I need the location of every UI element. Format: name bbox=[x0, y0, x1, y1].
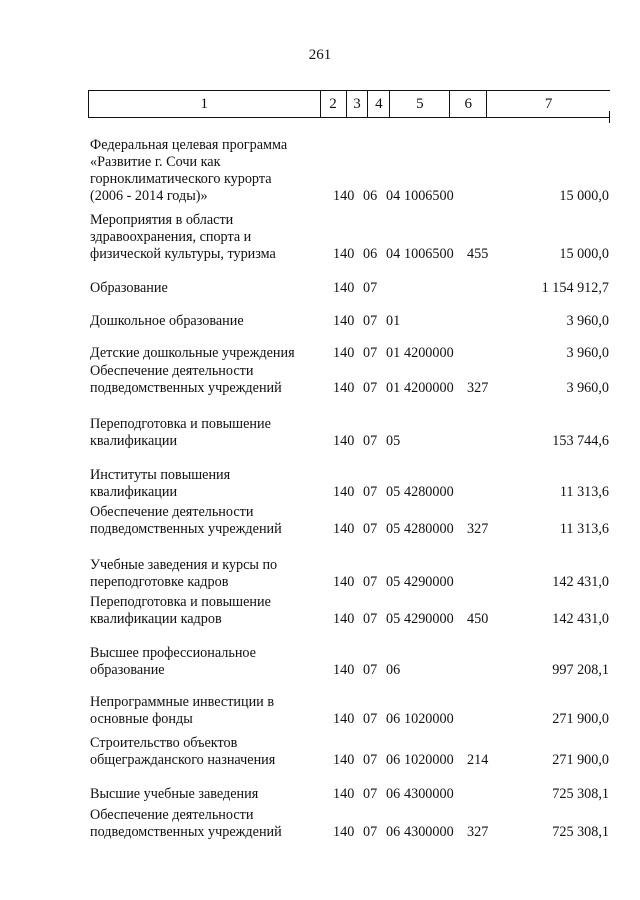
table-row bbox=[0, 807, 640, 841]
cell-c4: 05 bbox=[386, 484, 401, 500]
row-name bbox=[90, 694, 330, 728]
cell-c5: 4290000 bbox=[404, 574, 454, 590]
cell-c4: 06 bbox=[386, 786, 401, 802]
cell-c3: 07 bbox=[363, 786, 378, 802]
cell-c4: 05 bbox=[386, 433, 401, 449]
row-name bbox=[90, 280, 330, 297]
row-name-line: подведомственных учреждений bbox=[90, 380, 282, 396]
row-name-line: основные фонды bbox=[90, 711, 193, 727]
cell-c2: 140 bbox=[333, 188, 355, 204]
row-name-line: Переподготовка и повышение bbox=[90, 594, 271, 610]
row-name bbox=[90, 212, 330, 263]
cell-c2: 140 bbox=[333, 521, 355, 537]
cell-c3: 07 bbox=[363, 574, 378, 590]
cell-c7: 271 900,0 bbox=[552, 752, 609, 768]
header-col-6: 6 bbox=[450, 91, 487, 117]
row-name-line: образование bbox=[90, 662, 165, 678]
cell-c7: 15 000,0 bbox=[559, 188, 609, 204]
cell-c3: 07 bbox=[363, 313, 378, 329]
header-col-4: 4 bbox=[368, 91, 390, 117]
table-row bbox=[0, 557, 640, 591]
row-name bbox=[90, 137, 330, 205]
cell-c5: 1020000 bbox=[404, 752, 454, 768]
cell-c2: 140 bbox=[333, 824, 355, 840]
row-name-line: квалификации bbox=[90, 433, 178, 449]
cell-c5: 4290000 bbox=[404, 611, 454, 627]
cell-c4: 06 bbox=[386, 824, 401, 840]
row-name bbox=[90, 345, 330, 362]
cell-c2: 140 bbox=[333, 662, 355, 678]
row-name bbox=[90, 504, 330, 538]
cell-c7: 1 154 912,7 bbox=[541, 280, 609, 296]
cell-c6: 327 bbox=[467, 380, 489, 396]
cell-c6: 455 bbox=[467, 246, 489, 262]
cell-c7: 15 000,0 bbox=[559, 246, 609, 262]
cell-c3: 07 bbox=[363, 345, 378, 361]
header-col-5: 5 bbox=[390, 91, 450, 117]
table-row bbox=[0, 645, 640, 679]
cell-c2: 140 bbox=[333, 280, 355, 296]
cell-c3: 06 bbox=[363, 246, 378, 262]
row-name-line: Образование bbox=[90, 280, 168, 296]
cell-c6: 450 bbox=[467, 611, 489, 627]
row-name-line: горноклиматического курорта bbox=[90, 171, 272, 187]
row-name-line: общегражданского назначения bbox=[90, 752, 276, 768]
table-row bbox=[0, 467, 640, 501]
row-name bbox=[90, 313, 330, 330]
row-name-line: переподготовке кадров bbox=[90, 574, 229, 590]
table-row bbox=[0, 786, 640, 803]
row-name-line: Обеспечение деятельности bbox=[90, 363, 254, 379]
table-row bbox=[0, 137, 640, 205]
row-name bbox=[90, 467, 330, 501]
table-row bbox=[0, 594, 640, 628]
cell-c6: 327 bbox=[467, 521, 489, 537]
cell-c4: 01 bbox=[386, 345, 401, 361]
cell-c3: 07 bbox=[363, 433, 378, 449]
cell-c6: 214 bbox=[467, 752, 489, 768]
cell-c7: 3 960,0 bbox=[566, 380, 609, 396]
cell-c3: 06 bbox=[363, 188, 378, 204]
row-name bbox=[90, 363, 330, 397]
row-name-line: Непрограммные инвестиции в bbox=[90, 694, 275, 710]
row-name-line: Дошкольное образование bbox=[90, 313, 244, 329]
cell-c5: 1006500 bbox=[404, 188, 454, 204]
page-number: 261 bbox=[308, 47, 332, 63]
cell-c4: 01 bbox=[386, 380, 401, 396]
cell-c3: 07 bbox=[363, 662, 378, 678]
cell-c7: 142 431,0 bbox=[552, 611, 609, 627]
table-row bbox=[0, 416, 640, 450]
cell-c7: 11 313,6 bbox=[559, 521, 609, 537]
header-col-2: 2 bbox=[321, 91, 347, 117]
cell-c7: 997 208,1 bbox=[552, 662, 609, 678]
row-name-line: физической культуры, туризма bbox=[90, 246, 276, 262]
cell-c2: 140 bbox=[333, 786, 355, 802]
cell-c5: 4200000 bbox=[404, 380, 454, 396]
table-row bbox=[0, 694, 640, 728]
cell-c4: 04 bbox=[386, 246, 401, 262]
cell-c2: 140 bbox=[333, 574, 355, 590]
header-col-1: 1 bbox=[89, 91, 321, 117]
cell-c3: 07 bbox=[363, 752, 378, 768]
row-name bbox=[90, 786, 330, 803]
table-row bbox=[0, 735, 640, 769]
cell-c5: 4200000 bbox=[404, 345, 454, 361]
cell-c7: 11 313,6 bbox=[559, 484, 609, 500]
cell-c5: 4300000 bbox=[404, 786, 454, 802]
cell-c4: 01 bbox=[386, 313, 401, 329]
cell-c2: 140 bbox=[333, 611, 355, 627]
cell-c7: 725 308,1 bbox=[552, 824, 609, 840]
row-name bbox=[90, 735, 330, 769]
row-name-line: «Развитие г. Сочи как bbox=[90, 154, 221, 170]
cell-c7: 271 900,0 bbox=[552, 711, 609, 727]
row-name-line: Строительство объектов bbox=[90, 735, 238, 751]
cell-c7: 725 308,1 bbox=[552, 786, 609, 802]
cell-c3: 07 bbox=[363, 521, 378, 537]
cell-c3: 07 bbox=[363, 280, 378, 296]
cell-c3: 07 bbox=[363, 711, 378, 727]
cell-c7: 3 960,0 bbox=[566, 313, 609, 329]
cell-c2: 140 bbox=[333, 246, 355, 262]
table-row bbox=[0, 280, 640, 297]
header-col-7: 7 bbox=[544, 95, 553, 112]
row-name-line: (2006 - 2014 годы)» bbox=[90, 188, 208, 204]
cell-c4: 05 bbox=[386, 574, 401, 590]
cell-c4: 05 bbox=[386, 521, 401, 537]
cell-c5: 4300000 bbox=[404, 824, 454, 840]
table-row bbox=[0, 504, 640, 538]
cell-c2: 140 bbox=[333, 484, 355, 500]
row-name bbox=[90, 807, 330, 841]
table-header bbox=[88, 90, 610, 118]
row-name bbox=[90, 557, 330, 591]
cell-c3: 07 bbox=[363, 484, 378, 500]
cell-c2: 140 bbox=[333, 345, 355, 361]
row-name bbox=[90, 416, 330, 450]
row-name bbox=[90, 594, 330, 628]
cell-c2: 140 bbox=[333, 433, 355, 449]
cell-c4: 06 bbox=[386, 662, 401, 678]
cell-c5: 1006500 bbox=[404, 246, 454, 262]
table-row bbox=[0, 363, 640, 397]
table-row bbox=[0, 313, 640, 330]
cell-c3: 07 bbox=[363, 380, 378, 396]
row-name-line: Федеральная целевая программа bbox=[90, 137, 288, 153]
row-name-line: Обеспечение деятельности bbox=[90, 504, 254, 520]
cell-c3: 07 bbox=[363, 824, 378, 840]
row-name bbox=[90, 645, 330, 679]
cell-c2: 140 bbox=[333, 380, 355, 396]
row-name-line: Детские дошкольные учреждения bbox=[90, 345, 295, 361]
cell-c2: 140 bbox=[333, 313, 355, 329]
header-edge-mark bbox=[609, 111, 610, 123]
row-name-line: Институты повышения bbox=[90, 467, 231, 483]
cell-c4: 06 bbox=[386, 711, 401, 727]
table-row bbox=[0, 345, 640, 362]
cell-c5: 4280000 bbox=[404, 484, 454, 500]
header-col-3: 3 bbox=[347, 91, 369, 117]
row-name-line: Обеспечение деятельности bbox=[90, 807, 254, 823]
cell-c4: 06 bbox=[386, 752, 401, 768]
cell-c5: 1020000 bbox=[404, 711, 454, 727]
row-name-line: Высшее профессиональное bbox=[90, 645, 256, 661]
cell-c4: 04 bbox=[386, 188, 401, 204]
cell-c2: 140 bbox=[333, 711, 355, 727]
row-name-line: подведомственных учреждений bbox=[90, 824, 282, 840]
cell-c2: 140 bbox=[333, 752, 355, 768]
row-name-line: Переподготовка и повышение bbox=[90, 416, 271, 432]
cell-c7: 153 744,6 bbox=[552, 433, 609, 449]
cell-c7: 142 431,0 bbox=[552, 574, 609, 590]
row-name-line: квалификации кадров bbox=[90, 611, 222, 627]
row-name-line: Высшие учебные заведения bbox=[90, 786, 259, 802]
cell-c6: 327 bbox=[467, 824, 489, 840]
row-name-line: Учебные заведения и курсы по bbox=[90, 557, 278, 573]
cell-c4: 05 bbox=[386, 611, 401, 627]
table-row bbox=[0, 212, 640, 263]
cell-c3: 07 bbox=[363, 611, 378, 627]
cell-c5: 4280000 bbox=[404, 521, 454, 537]
row-name-line: здравоохранения, спорта и bbox=[90, 229, 252, 245]
row-name-line: квалификации bbox=[90, 484, 178, 500]
row-name-line: Мероприятия в области bbox=[90, 212, 234, 228]
row-name-line: подведомственных учреждений bbox=[90, 521, 282, 537]
cell-c7: 3 960,0 bbox=[566, 345, 609, 361]
